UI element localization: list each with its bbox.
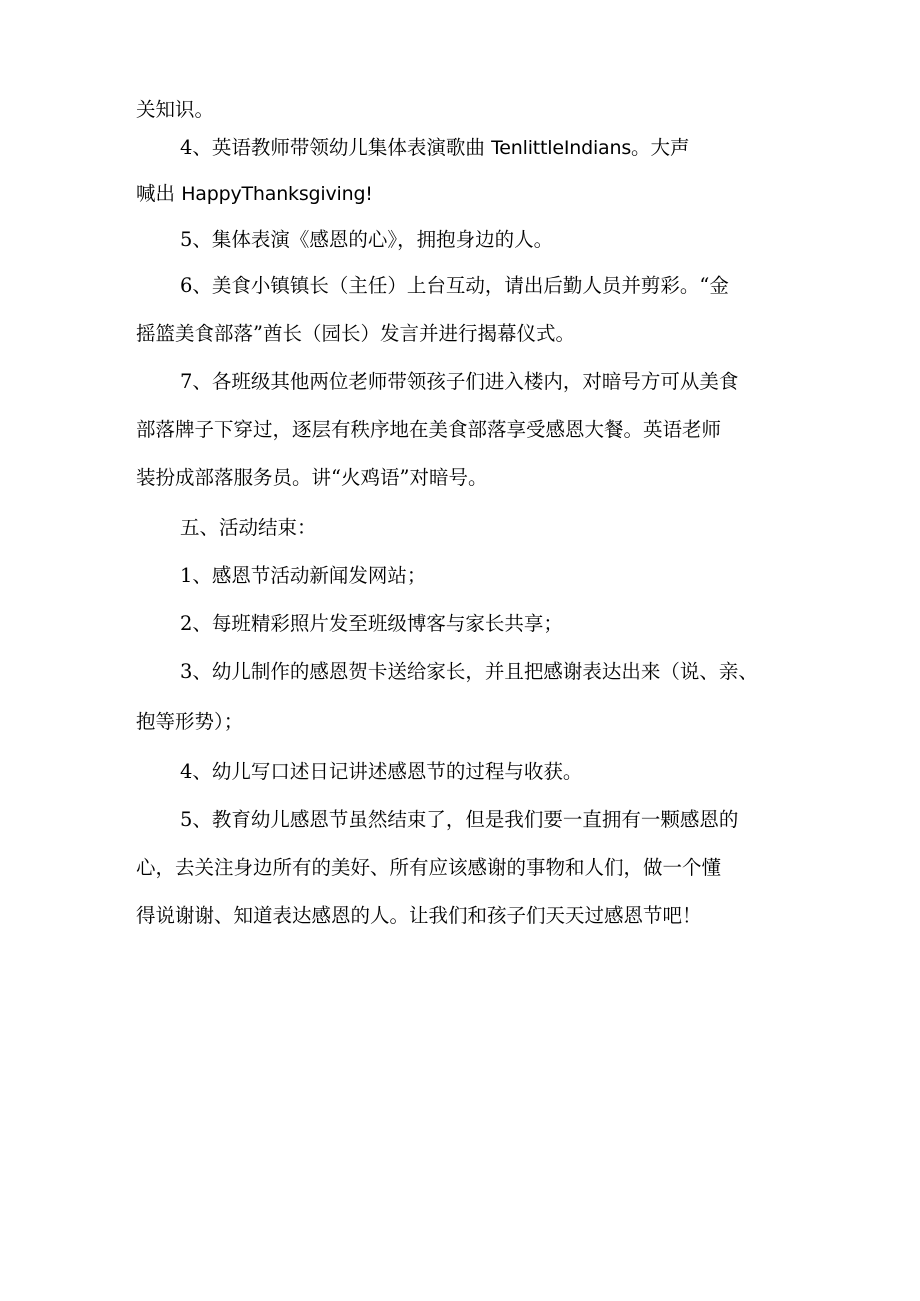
text-line: 6、美食小镇镇长（主任）上台互动，请出后勤人员并剪彩。“金 [180, 274, 729, 297]
text-line: 4、幼儿写口述日记讲述感恩节的过程与收获。 [180, 760, 583, 783]
greeting-phrase: HappyThanksgiving! [181, 183, 373, 205]
text-line: 5、集体表演《感恩的心》，拥抱身边的人。 [180, 228, 554, 251]
text-line [180, 134, 690, 162]
text-line: 7、各班级其他两位老师带领孩子们进入楼内，对暗号方可从美食 [180, 370, 739, 393]
text-line: 关知识。 [136, 98, 215, 121]
song-title: TenlittleIndians [491, 137, 632, 159]
text-line [136, 180, 373, 208]
text-line: 摇篮美食部落”酋长（园长）发言并进行揭幕仪式。 [136, 322, 575, 345]
text-segment: 喊出 [136, 182, 182, 205]
text-segment: 。大声 [631, 136, 690, 159]
text-line: 装扮成部落服务员。讲“火鸡语”对暗号。 [136, 466, 488, 489]
text-line: 心，去关注身边所有的美好、所有应该感谢的事物和人们，做一个懂 [136, 856, 722, 879]
text-line: 2、每班精彩照片发至班级博客与家长共享； [180, 612, 563, 635]
text-line: 得说谢谢、知道表达感恩的人。让我们和孩子们天天过感恩节吧！ [136, 904, 702, 927]
text-line: 5、教育幼儿感恩节虽然结束了，但是我们要一直拥有一颗感恩的 [180, 808, 739, 831]
text-line: 3、幼儿制作的感恩贺卡送给家长，并且把感谢表达出来（说、亲、 [180, 660, 758, 683]
text-line: 部落牌子下穿过，逐层有秩序地在美食部落享受感恩大餐。英语老师 [136, 418, 722, 441]
text-line: 抱等形势）； [136, 710, 244, 733]
text-segment: 4、英语教师带领幼儿集体表演歌曲 [180, 136, 492, 159]
section-heading: 五、活动结束： [180, 516, 317, 539]
text-line: 1、感恩节活动新闻发网站； [180, 564, 427, 587]
